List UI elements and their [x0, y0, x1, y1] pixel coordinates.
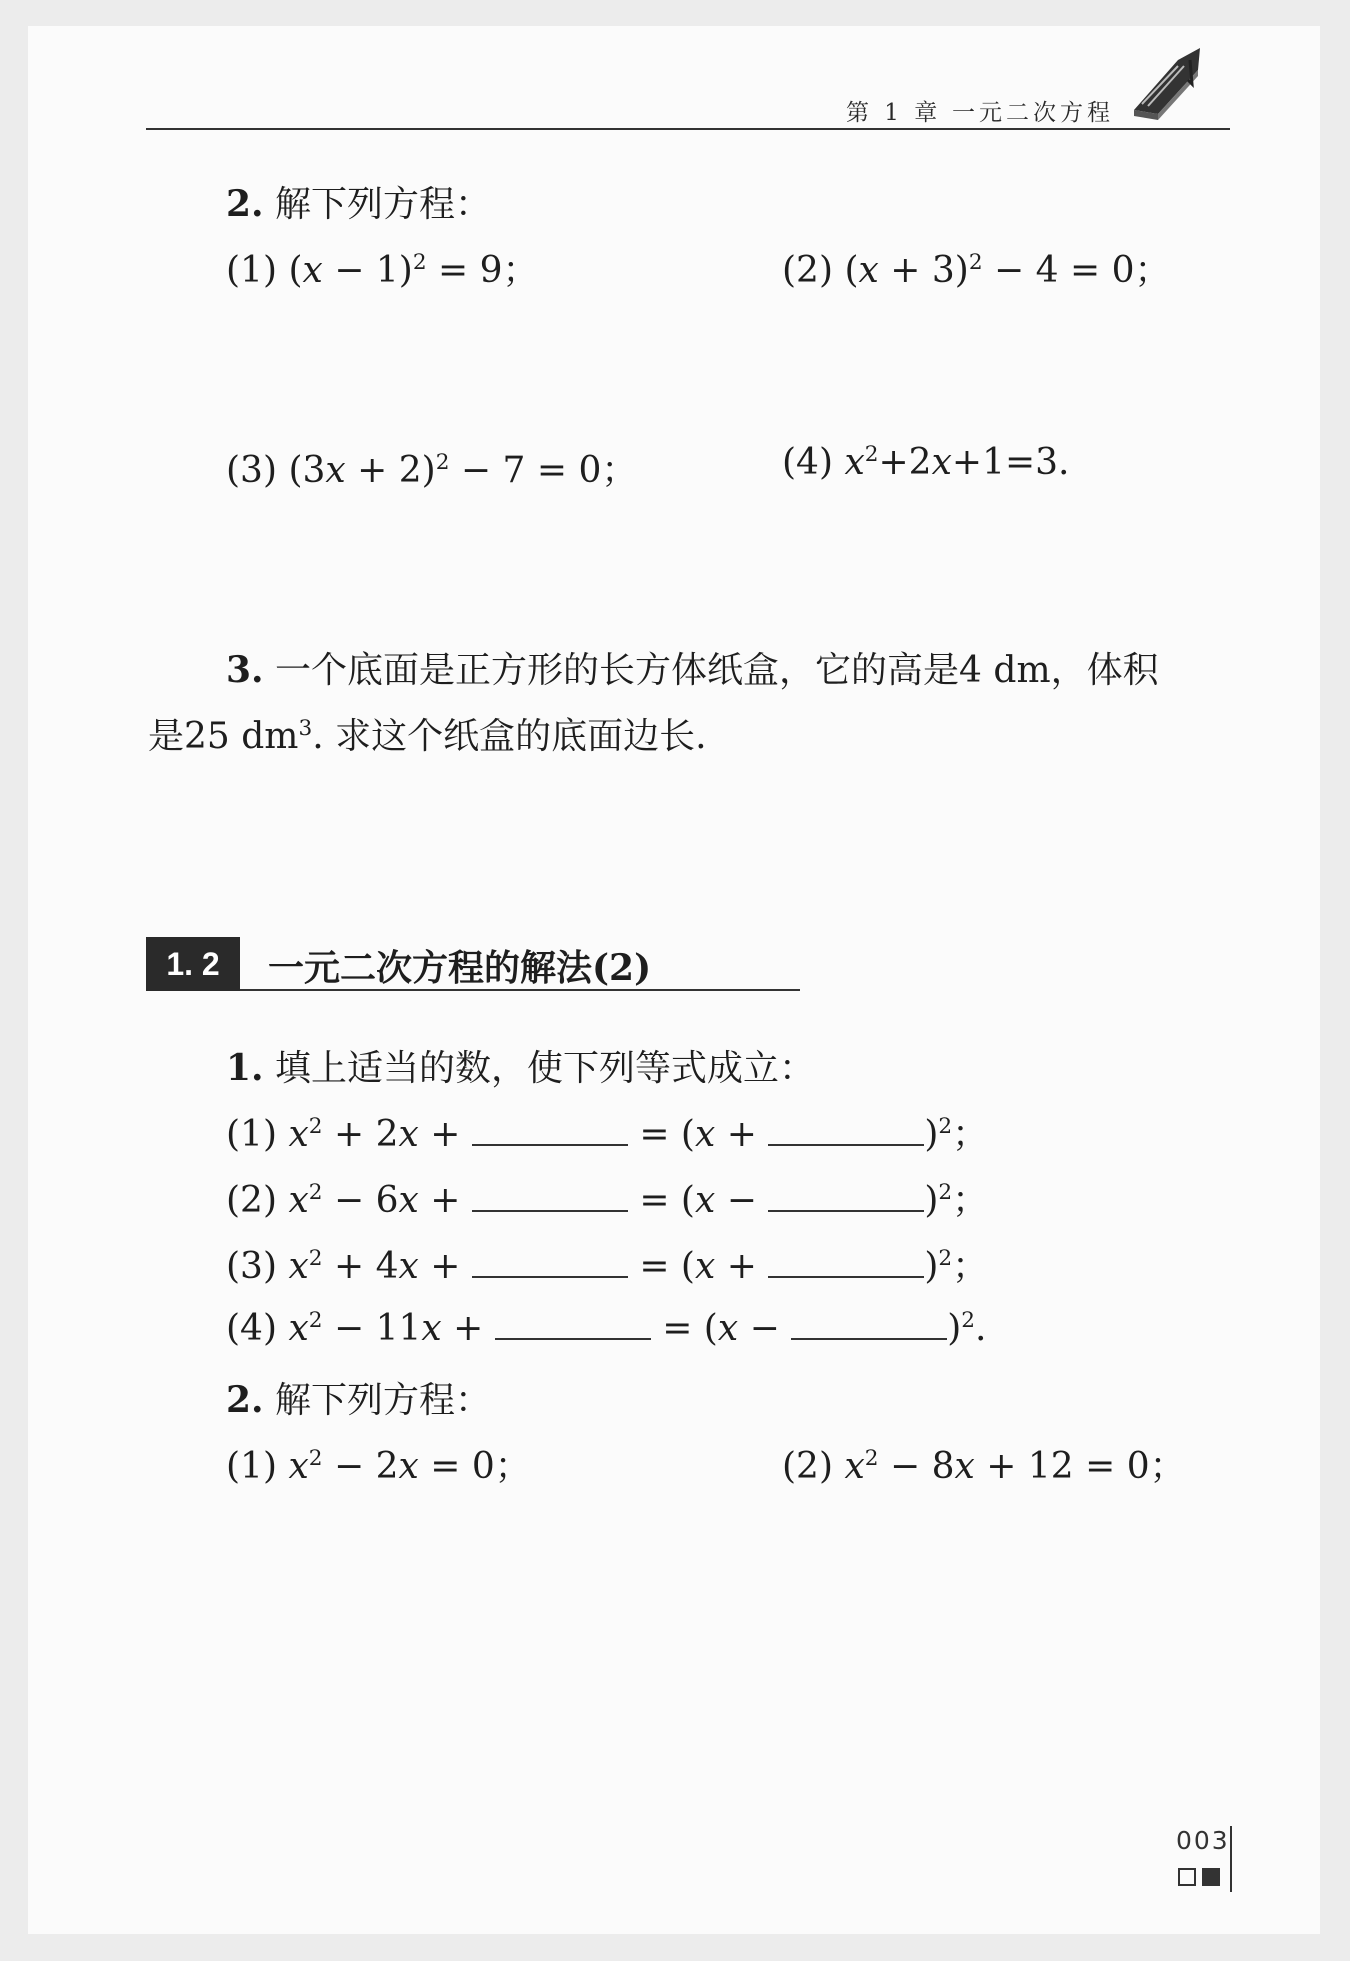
- item-label: (4): [226, 1308, 277, 1349]
- equation: $(3x + 2)^2 - 7 = 0$；: [288, 450, 638, 491]
- question-text: 一个底面是正方形的长方体纸盒，它的高是4 dm，体积: [275, 650, 1159, 691]
- expression: = (x +: [639, 1114, 757, 1155]
- answer-blank[interactable]: [791, 1304, 947, 1340]
- equation-item: [782, 442, 1070, 483]
- expression: $x^2 + 2x$ +: [288, 1114, 461, 1155]
- item-label: (2): [782, 250, 833, 291]
- question-number: 2.: [226, 183, 264, 225]
- filled-square-icon: [1202, 1868, 1220, 1886]
- expression: = (x −: [662, 1308, 780, 1349]
- item-label: (1): [226, 250, 277, 291]
- chapter-title: 一元二次方程: [952, 100, 1114, 126]
- answer-blank[interactable]: [472, 1242, 628, 1278]
- item-label: (3): [226, 1246, 277, 1287]
- answer-blank[interactable]: [768, 1110, 924, 1146]
- item-label: (3): [226, 450, 277, 491]
- expression: = (x −: [639, 1180, 757, 1221]
- book-icon: [1128, 40, 1204, 124]
- section-rule: [240, 989, 800, 991]
- answer-blank[interactable]: [768, 1176, 924, 1212]
- footer-rule: [1230, 1826, 1232, 1892]
- equation: $(x - 1)^2 = 9$；: [288, 250, 539, 291]
- equation: $x^2 - 8x + 12 = 0$；: [844, 1446, 1186, 1487]
- item-label: (2): [226, 1180, 277, 1221]
- equation: $(x + 3)^2 - 4 = 0$；: [844, 250, 1171, 291]
- expression: )$^2$.: [947, 1308, 987, 1349]
- equation-item: [226, 242, 539, 293]
- section-title: 一元二次方程的解法(2): [268, 947, 652, 989]
- question-text: 是25 dm: [148, 716, 299, 757]
- expression: $x^2 + 4x$ +: [288, 1246, 461, 1287]
- question-2-heading: [226, 1372, 491, 1423]
- question-prompt: 解下列方程：: [275, 184, 492, 225]
- fill-in-item: [226, 1106, 988, 1157]
- equation: $x^2+2x+1=3$.: [844, 442, 1070, 483]
- page-number: 003: [1176, 1826, 1230, 1855]
- fill-in-item: [226, 1238, 988, 1289]
- fill-in-item: [226, 1304, 986, 1349]
- section-number: 1. 2: [166, 945, 220, 982]
- expression: = (x +: [639, 1246, 757, 1287]
- item-label: (1): [226, 1446, 277, 1487]
- question-number: 2.: [226, 1379, 264, 1421]
- question-number: 1.: [226, 1047, 264, 1089]
- expression: $x^2 - 11x$ +: [288, 1308, 484, 1349]
- item-label: (4): [782, 442, 833, 483]
- expression: )$^2$；: [924, 1180, 989, 1221]
- empty-square-icon: [1178, 1868, 1196, 1886]
- equation: $x^2 - 2x = 0$；: [288, 1446, 531, 1487]
- question-prompt: 填上适当的数，使下列等式成立：: [275, 1048, 816, 1089]
- expression: )$^2$；: [924, 1114, 989, 1155]
- question-prompt: 解下列方程：: [275, 1380, 492, 1421]
- question-3-line-2: [148, 708, 707, 759]
- chapter-label: 第 1 章: [846, 100, 942, 126]
- answer-blank[interactable]: [768, 1242, 924, 1278]
- question-3-line-1: [226, 642, 1159, 693]
- answer-blank[interactable]: [472, 1110, 628, 1146]
- item-label: (1): [226, 1114, 277, 1155]
- expression: $x^2 - 6x$ +: [288, 1180, 461, 1221]
- section-number-badge: [146, 937, 240, 991]
- equation-item: [782, 242, 1170, 293]
- question-1-heading: [226, 1040, 815, 1091]
- equation-item: [782, 1438, 1186, 1489]
- equation-item: [226, 1438, 531, 1489]
- expression: )$^2$；: [924, 1246, 989, 1287]
- question-2-heading: [226, 176, 491, 227]
- equation-item: [226, 442, 637, 493]
- question-text: . 求这个纸盒的底面边长.: [312, 716, 707, 757]
- answer-blank[interactable]: [472, 1176, 628, 1212]
- question-number: 3.: [226, 649, 264, 691]
- header-rule: [146, 128, 1230, 130]
- fill-in-item: [226, 1172, 988, 1223]
- superscript: 3: [298, 716, 313, 741]
- item-label: (2): [782, 1446, 833, 1487]
- answer-blank[interactable]: [495, 1304, 651, 1340]
